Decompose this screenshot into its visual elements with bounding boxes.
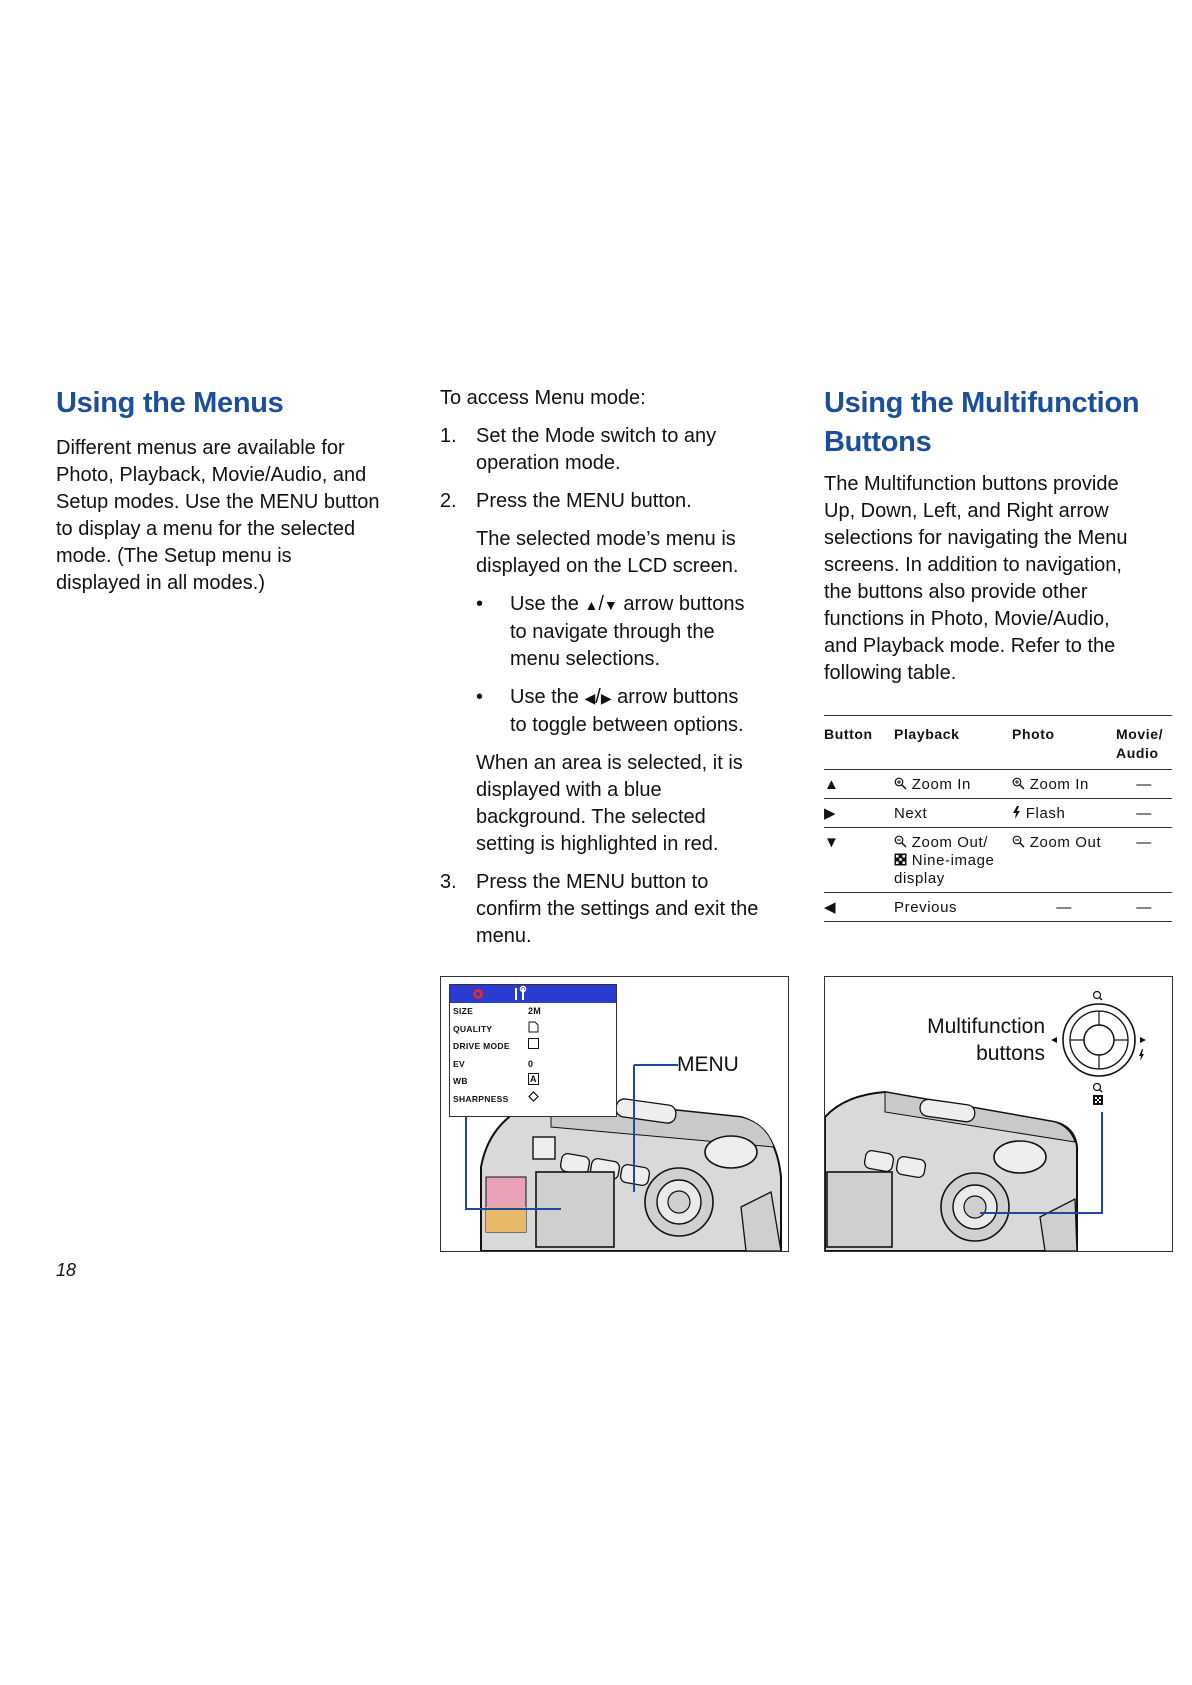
header-movie-audio: Movie/ Audio [1116,716,1172,770]
row-button-left: ◀ [824,893,894,922]
bullet-dot: • [476,593,484,615]
lcd-row-wb [450,1073,616,1091]
up-arrow-icon: ▲ [584,597,599,613]
text-line: selections for navigating the Menu [824,527,1128,549]
left-arrow-icon: ◀ [584,690,596,706]
multifunction-callout-label [885,1013,1045,1067]
lcd-label: EV [453,1058,465,1069]
text-line: screens. In addition to navigation, [824,554,1122,576]
text-line: displayed with a blue [476,779,662,801]
right-arrow-icon: ▶ [600,690,612,706]
text-line: The selected mode’s menu is [476,528,736,550]
cell-text: Zoom In [911,776,972,793]
lcd-row-size [450,1003,616,1021]
text-line: operation mode. [476,452,621,474]
text-fragment: arrow buttons [611,686,739,708]
zoom-out-icon [894,835,907,848]
table-header-row [824,716,1172,770]
row-playback [894,828,1012,893]
heading-line: Using the Multifunction [824,387,1140,419]
table-row [824,770,1172,799]
quality-icon [528,1021,539,1040]
text-line: Different menus are available for [56,437,345,459]
row-photo [1012,799,1116,828]
text-fragment: / [598,593,604,615]
left-column [56,384,406,597]
text-line: Press the MENU button. [476,490,692,512]
cell-text: Nine-image [911,852,995,869]
text-line: confirm the settings and exit the [476,898,759,920]
section-heading-multifunction [824,384,1174,462]
lcd-label: DRIVE MODE [453,1041,510,1051]
text-line: to display a menu for the selected [56,518,356,540]
header-button: Button [824,716,894,770]
cell-line [894,834,1012,852]
row-playback: Next [894,799,1012,828]
text-line: Setup modes. Use the MENU button [56,491,380,513]
text-line [510,684,790,712]
row-movie: — [1116,770,1172,799]
bullet-up-down [440,591,790,673]
table-row [824,799,1172,828]
text-line: displayed in all modes.) [56,572,265,594]
step-number: 3. [440,871,457,893]
row-playback [894,770,1012,799]
row-photo [1012,828,1116,893]
text-fragment: / [595,686,601,708]
row-playback: Previous [894,893,1012,922]
label-line: Multifunction [927,1015,1045,1038]
cell-text: Zoom Out/ [911,834,989,851]
text-line: Photo, Playback, Movie/Audio, and [56,464,367,486]
text-line: functions in Photo, Movie/Audio, [824,608,1110,630]
header-photo: Photo [1012,716,1116,770]
lcd-row-sharpness [450,1091,616,1109]
zoom-in-icon [1012,777,1025,790]
text-line: the buttons also provide other [824,581,1088,603]
label-line: buttons [976,1042,1045,1065]
text-line: to navigate through the [510,621,715,643]
camera-tab-icon [468,985,508,1003]
text-line [510,591,790,619]
text-line: to toggle between options. [510,714,744,736]
step-2 [440,488,790,515]
setup-wrench-icon [512,985,532,1003]
text-line: setting is highlighted in red. [476,833,719,855]
lcd-menu-screen [449,984,617,1117]
cell-line: display [894,870,945,887]
row-button-right: ▶ [824,799,894,828]
right-column [824,384,1174,922]
text-fragment: Use the [510,686,585,708]
menu-tab-bar [450,985,616,1003]
text-line: Up, Down, Left, and Right arrow [824,500,1109,522]
lcd-label: QUALITY [453,1023,493,1034]
section-heading-using-menus: Using the Menus [56,387,284,419]
lcd-row-drive-mode [450,1038,616,1056]
multifunction-table [824,715,1172,922]
text-fragment: arrow buttons [617,593,745,615]
cell-text: Zoom Out [1029,834,1102,851]
row-photo [1012,770,1116,799]
text-fragment: Use the [510,593,585,615]
intro-text: To access Menu mode: [440,387,646,409]
table-row [824,828,1172,893]
row-movie: — [1116,828,1172,893]
text-line: displayed on the LCD screen. [476,555,739,577]
text-line: When an area is selected, it is [476,752,743,774]
lcd-value: A [530,1074,537,1084]
step-2-result [440,526,790,580]
lcd-row-ev [450,1056,616,1074]
bullet-dot: • [476,686,484,708]
text-line: Set the Mode switch to any [476,425,717,447]
table-row [824,893,1172,922]
row-movie: — [1116,799,1172,828]
text-line: Press the MENU button to [476,871,709,893]
step-3 [440,869,790,950]
figure-camera-multifunction [824,976,1173,1252]
down-arrow-icon: ▼ [603,597,618,613]
header-playback: Playback [894,716,1012,770]
text-line: The Multifunction buttons provide [824,473,1119,495]
cell-text: Zoom In [1029,776,1090,793]
text-line: background. The selected [476,806,706,828]
cell-text: Flash [1025,805,1066,822]
step-number: 1. [440,425,457,447]
bullet-left-right [440,684,790,739]
lcd-label: WB [453,1076,468,1086]
heading-line: Buttons [824,426,932,458]
lcd-label: SIZE [453,1006,474,1016]
menus-description [56,435,406,597]
sharpness-icon [528,1091,539,1109]
middle-column [440,385,790,961]
text-line: following table. [824,662,957,684]
step-number: 2. [440,490,457,512]
row-movie: — [1116,893,1172,922]
step-1 [440,423,790,477]
row-button-down: ▼ [824,828,894,893]
nine-image-icon [894,853,907,866]
text-line: and Playback mode. Refer to the [824,635,1116,657]
menu-callout-label: MENU [677,1053,739,1076]
lcd-value: 0 [528,1058,534,1069]
lcd-label: SHARPNESS [453,1093,509,1104]
text-line: mode. (The Setup menu is [56,545,292,567]
text-line: menu selections. [510,648,661,670]
lcd-value: 2M [528,1006,542,1016]
single-shot-icon [528,1038,539,1056]
page-number: 18 [56,1260,77,1280]
zoom-in-icon [894,777,907,790]
row-button-up: ▲ [824,770,894,799]
multifunction-description [824,471,1174,687]
zoom-out-icon [1012,835,1025,848]
lcd-row-quality [450,1021,616,1039]
cell-line [894,852,1012,870]
row-photo: — [1012,893,1116,922]
figure-camera-menu [440,976,789,1252]
text-line: menu. [476,925,532,947]
selection-note [440,750,790,858]
flash-icon [1012,806,1021,819]
